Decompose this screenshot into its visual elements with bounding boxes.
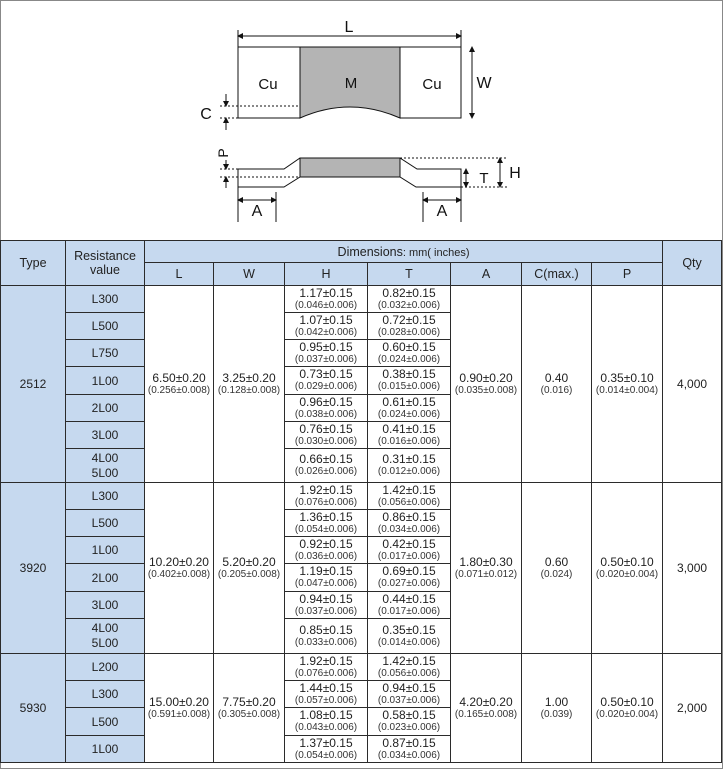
dim-H-2512-0 — [285, 286, 368, 313]
res-5930-1: L300 — [66, 681, 145, 708]
dim-H-5930-0 — [285, 654, 368, 681]
value-H-inches: (0.047±0.006) — [294, 578, 358, 589]
side-view — [215, 148, 521, 222]
value-H-inches: (0.043±0.006) — [294, 722, 358, 733]
dim-T-3920-0 — [368, 483, 451, 510]
type-5930: 5930 — [1, 654, 66, 763]
label-H: H — [509, 165, 521, 182]
dim-T-5930-2 — [368, 708, 451, 736]
dim-A-2512 — [451, 286, 522, 483]
dim-T-5930-0 — [368, 654, 451, 681]
res-2512-3: 1L00 — [66, 367, 145, 395]
value-A: 4.20±0.20 — [459, 694, 513, 709]
value-H: 0.95±0.15 — [299, 339, 353, 354]
value-H: 0.73±0.15 — [299, 367, 353, 381]
label-m: M — [344, 75, 358, 92]
value-H: 1.07±0.15 — [299, 312, 353, 327]
value-T: 0.87±0.15 — [382, 735, 436, 750]
value-T: 0.86±0.15 — [382, 509, 436, 524]
value-C: 1.00 — [544, 694, 569, 709]
value-C-inches: (0.024) — [540, 568, 573, 580]
value-L-inches: (0.591±0.008) — [147, 708, 211, 720]
value-T-inches: (0.056±0.006) — [377, 667, 441, 679]
qty-2512: 4,000 — [663, 286, 722, 483]
value-H-inches: (0.076±0.006) — [294, 496, 358, 508]
value-T-inches: (0.037±0.006) — [377, 694, 441, 706]
label-T: T — [479, 170, 489, 187]
value-H-inches: (0.026±0.006) — [294, 466, 358, 477]
value-H: 0.76±0.15 — [299, 421, 353, 436]
value-T: 0.82±0.15 — [382, 285, 436, 300]
dim-H-3920-2 — [285, 537, 368, 564]
value-W: 7.75±0.20 — [222, 694, 276, 709]
value-P-inches: (0.020±0.004) — [595, 568, 659, 580]
value-W: 3.25±0.20 — [222, 370, 276, 385]
value-C-inches: (0.016) — [540, 384, 573, 396]
dim-T-3920-4 — [368, 592, 451, 619]
res-2512-1: L500 — [66, 313, 145, 340]
value-T-inches: (0.024±0.006) — [377, 408, 441, 420]
label-P: P — [215, 148, 231, 158]
value-W-inches: (0.205±0.008) — [217, 568, 281, 580]
value-W-inches: (0.128±0.008) — [217, 384, 281, 396]
dim-T-3920-5 — [368, 619, 451, 654]
value-A: 1.80±0.30 — [459, 554, 513, 569]
res-2512-0: L300 — [66, 286, 145, 313]
value-T: 0.72±0.15 — [382, 312, 436, 327]
value-H: 0.96±0.15 — [299, 394, 353, 409]
value-H-inches: (0.037±0.006) — [294, 605, 358, 617]
dim-W-3920 — [214, 483, 285, 654]
dimensions-table — [0, 240, 722, 763]
label-W: W — [476, 75, 492, 92]
value-T: 0.41±0.15 — [382, 421, 436, 436]
header-col-C: C(max.) — [522, 263, 592, 286]
value-C: 0.40 — [544, 370, 569, 385]
header-col-W: W — [214, 263, 285, 286]
res-value-alt: 5L00 — [91, 465, 119, 480]
value-P: 0.50±0.10 — [600, 694, 654, 709]
value-A-inches: (0.165±0.008) — [454, 708, 518, 720]
res-2512-6 — [66, 449, 145, 483]
header-dimensions-units: : mm( inches) — [402, 246, 470, 259]
value-T-inches: (0.017±0.006) — [377, 605, 441, 617]
value-T: 0.94±0.15 — [382, 680, 436, 695]
dim-T-2512-1 — [368, 313, 451, 340]
dim-T-5930-3 — [368, 736, 451, 763]
value-H-inches: (0.029±0.006) — [294, 381, 358, 392]
header-col-A: A — [451, 263, 522, 286]
value-H: 0.85±0.15 — [299, 622, 353, 637]
header-col-L: L — [145, 263, 214, 286]
dim-C-2512 — [522, 286, 592, 483]
value-P-inches: (0.014±0.004) — [595, 384, 659, 396]
label-cu-right: Cu — [422, 76, 442, 93]
value-T-inches: (0.024±0.006) — [377, 353, 441, 365]
header-col-H: H — [285, 263, 368, 286]
value-H: 0.66±0.15 — [299, 452, 353, 466]
header-dimensions — [145, 241, 663, 263]
res-3920-4: 3L00 — [66, 592, 145, 619]
value-H: 1.19±0.15 — [299, 564, 353, 578]
dim-H-5930-3 — [285, 736, 368, 763]
dim-H-3920-3 — [285, 564, 368, 592]
value-H: 1.92±0.15 — [299, 482, 353, 497]
value-W-inches: (0.305±0.008) — [217, 708, 281, 720]
value-H: 0.92±0.15 — [299, 536, 353, 551]
value-T: 1.42±0.15 — [382, 653, 436, 668]
dim-L-5930 — [145, 654, 214, 763]
value-T: 1.42±0.15 — [382, 482, 436, 497]
value-A: 0.90±0.20 — [459, 370, 513, 385]
label-A-right: A — [436, 203, 448, 220]
dim-T-2512-5 — [368, 422, 451, 449]
qty-3920: 3,000 — [663, 483, 722, 654]
value-H-inches: (0.033±0.006) — [294, 636, 358, 648]
res-value: 4L00 — [91, 450, 119, 465]
value-H: 1.17±0.15 — [299, 285, 353, 300]
value-T: 0.61±0.15 — [382, 394, 436, 409]
dim-L-3920 — [145, 483, 214, 654]
value-H-inches: (0.042±0.006) — [294, 326, 358, 338]
qty-5930: 2,000 — [663, 654, 722, 763]
res-5930-2: L500 — [66, 708, 145, 736]
dim-H-2512-1 — [285, 313, 368, 340]
type-2512: 2512 — [1, 286, 66, 483]
value-H-inches: (0.054±0.006) — [294, 749, 358, 761]
value-T: 0.42±0.15 — [382, 536, 436, 551]
dim-H-2512-3 — [285, 367, 368, 395]
value-P-inches: (0.020±0.004) — [595, 708, 659, 720]
label-cu-left: Cu — [258, 76, 278, 93]
diagram-svg — [0, 0, 721, 240]
dim-H-2512-6 — [285, 449, 368, 483]
label-C: C — [200, 106, 212, 123]
value-T-inches: (0.032±0.006) — [377, 299, 441, 311]
res-3920-3: 2L00 — [66, 564, 145, 592]
dim-W-5930 — [214, 654, 285, 763]
value-P: 0.35±0.10 — [600, 370, 654, 385]
value-H-inches: (0.054±0.006) — [294, 523, 358, 535]
value-T: 0.38±0.15 — [382, 367, 436, 381]
res-3920-0: L300 — [66, 483, 145, 510]
value-L: 10.20±0.20 — [149, 554, 209, 569]
value-H-inches: (0.036±0.006) — [294, 550, 358, 562]
value-H-inches: (0.046±0.006) — [294, 299, 358, 311]
value-T-inches: (0.012±0.006) — [377, 466, 441, 477]
top-view — [200, 19, 492, 130]
value-T: 0.60±0.15 — [382, 339, 436, 354]
resistor-dimension-diagram — [0, 0, 721, 240]
header-col-T: T — [368, 263, 451, 286]
dim-A-3920 — [451, 483, 522, 654]
value-H: 1.36±0.15 — [299, 509, 353, 524]
dim-T-2512-4 — [368, 395, 451, 422]
value-H-inches: (0.038±0.006) — [294, 408, 358, 420]
value-H: 0.94±0.15 — [299, 591, 353, 606]
type-3920: 3920 — [1, 483, 66, 654]
value-H: 1.37±0.15 — [299, 735, 353, 750]
res-2512-5: 3L00 — [66, 422, 145, 449]
header-qty: Qty — [663, 241, 722, 286]
res-value-alt: 5L00 — [91, 636, 119, 650]
dim-T-5930-1 — [368, 681, 451, 708]
dim-P-3920 — [592, 483, 663, 654]
value-T-inches: (0.014±0.006) — [377, 636, 441, 648]
res-3920-5 — [66, 619, 145, 654]
dim-T-2512-2 — [368, 340, 451, 367]
value-T-inches: (0.016±0.006) — [377, 435, 441, 447]
dim-H-3920-5 — [285, 619, 368, 654]
value-T-inches: (0.027±0.006) — [377, 578, 441, 589]
header-dimensions-label: Dimensions — [337, 244, 403, 259]
res-value: 4L00 — [91, 621, 119, 635]
dim-T-3920-3 — [368, 564, 451, 592]
dim-W-2512 — [214, 286, 285, 483]
value-T-inches: (0.034±0.006) — [377, 749, 441, 761]
value-H: 1.44±0.15 — [299, 680, 353, 695]
value-P: 0.50±0.10 — [600, 554, 654, 569]
dim-H-2512-2 — [285, 340, 368, 367]
value-H: 1.92±0.15 — [299, 653, 353, 668]
side-metal-element — [300, 158, 400, 177]
value-H-inches: (0.057±0.006) — [294, 694, 358, 706]
res-5930-0: L200 — [66, 654, 145, 681]
dim-C-5930 — [522, 654, 592, 763]
value-T-inches: (0.015±0.006) — [377, 381, 441, 392]
dim-H-3920-0 — [285, 483, 368, 510]
value-C-inches: (0.039) — [540, 708, 573, 720]
header-resistance: Resistance value — [66, 241, 145, 286]
dim-H-3920-4 — [285, 592, 368, 619]
value-H-inches: (0.076±0.006) — [294, 667, 358, 679]
value-A-inches: (0.071±0.012) — [454, 568, 518, 580]
value-L: 15.00±0.20 — [149, 694, 209, 709]
dim-H-3920-1 — [285, 510, 368, 537]
value-L: 6.50±0.20 — [152, 370, 206, 385]
value-H-inches: (0.030±0.006) — [294, 435, 358, 447]
label-A-left: A — [251, 203, 263, 220]
dim-H-2512-4 — [285, 395, 368, 422]
res-2512-4: 2L00 — [66, 395, 145, 422]
value-H: 1.08±0.15 — [299, 708, 353, 722]
value-T-inches: (0.017±0.006) — [377, 550, 441, 562]
value-T-inches: (0.056±0.006) — [377, 496, 441, 508]
dim-T-2512-0 — [368, 286, 451, 313]
value-C: 0.60 — [544, 554, 569, 569]
header-col-P: P — [592, 263, 663, 286]
value-T: 0.31±0.15 — [382, 452, 436, 466]
res-3920-1: L500 — [66, 510, 145, 537]
dim-H-5930-1 — [285, 681, 368, 708]
value-L-inches: (0.256±0.008) — [147, 384, 211, 396]
dim-T-3920-2 — [368, 537, 451, 564]
value-T: 0.58±0.15 — [382, 708, 436, 722]
value-H-inches: (0.037±0.006) — [294, 353, 358, 365]
value-T-inches: (0.034±0.006) — [377, 523, 441, 535]
dim-H-5930-2 — [285, 708, 368, 736]
dim-C-3920 — [522, 483, 592, 654]
dim-P-5930 — [592, 654, 663, 763]
res-5930-3: 1L00 — [66, 736, 145, 763]
dim-H-2512-5 — [285, 422, 368, 449]
dim-A-5930 — [451, 654, 522, 763]
value-T-inches: (0.023±0.006) — [377, 722, 441, 733]
value-T: 0.35±0.15 — [382, 622, 436, 637]
dim-L-2512 — [145, 286, 214, 483]
dim-P-2512 — [592, 286, 663, 483]
dim-T-2512-3 — [368, 367, 451, 395]
dim-T-3920-1 — [368, 510, 451, 537]
dim-T-2512-6 — [368, 449, 451, 483]
value-L-inches: (0.402±0.008) — [147, 568, 211, 580]
value-T-inches: (0.028±0.006) — [377, 326, 441, 338]
value-A-inches: (0.035±0.008) — [454, 384, 518, 396]
value-T: 0.69±0.15 — [382, 564, 436, 578]
header-type: Type — [1, 241, 66, 286]
res-3920-2: 1L00 — [66, 537, 145, 564]
res-2512-2: L750 — [66, 340, 145, 367]
value-T: 0.44±0.15 — [382, 591, 436, 606]
label-L: L — [344, 19, 354, 36]
value-W: 5.20±0.20 — [222, 554, 276, 569]
